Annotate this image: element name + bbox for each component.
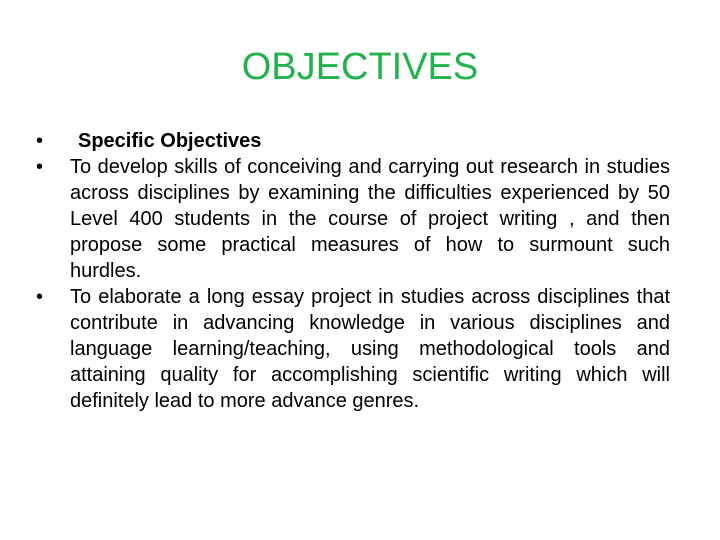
slide-title: OBJECTIVES	[241, 46, 479, 88]
bullet-text: To develop skills of conceiving and carrying out research in studies across disciplines by examining the difficulties experienced by 50 Level 400 students in the course of project writing , and then propose some practical measures of how to surmount such hurdles.	[70, 156, 670, 282]
bullet-dot-icon: •	[36, 130, 44, 152]
bullet-item	[36, 154, 670, 284]
bullet-dot-icon: •	[36, 156, 44, 178]
bullet-list	[36, 128, 670, 414]
bullet-item-heading	[36, 128, 670, 154]
bullet-dot-icon: •	[36, 286, 44, 308]
bullet-text: To elaborate a long essay project in studies across disciplines that contribute in advancing knowledge in various disciplines and language learning/teaching, using methodological tools and attaining quality for accomplishing scientific writing which will definitely lead to more advance genres.	[70, 286, 670, 412]
bullet-text: Specific Objectives	[78, 130, 262, 152]
bullet-item	[36, 284, 670, 414]
